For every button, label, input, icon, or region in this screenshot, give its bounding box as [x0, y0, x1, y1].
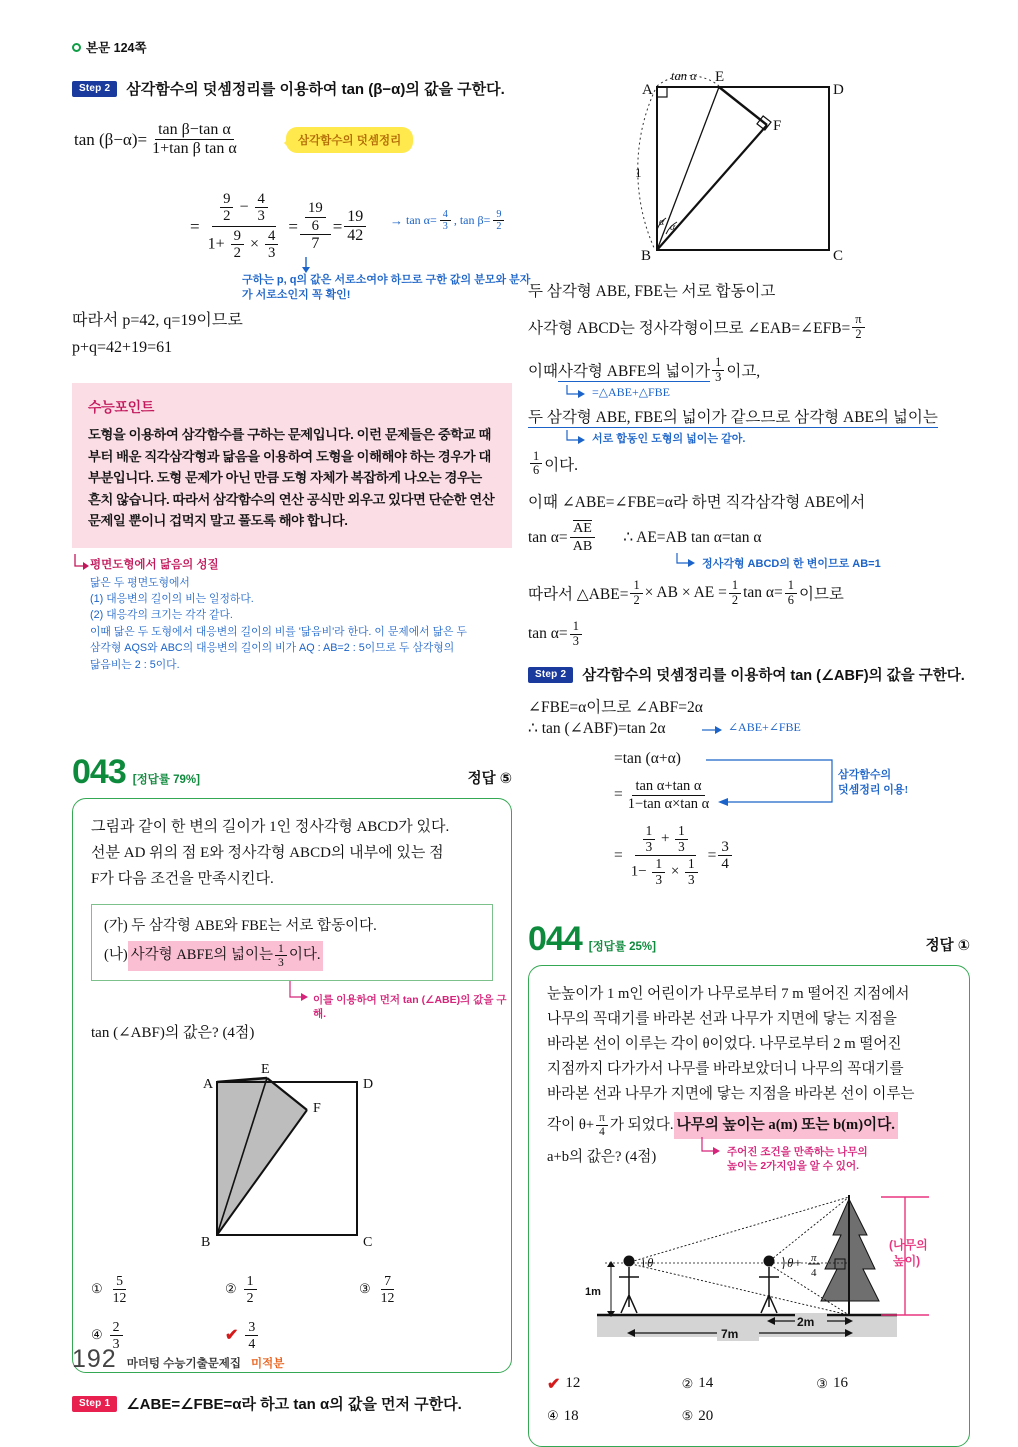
left-step1-heading	[72, 1393, 512, 1414]
mid-fraction: $\frac{\frac{19}{6}}{7}$	[300, 200, 331, 253]
problem-044-choices	[547, 1367, 951, 1432]
problem-043-header	[72, 753, 512, 792]
annotation-area-3	[528, 555, 970, 577]
similarity-note-lines: 닮은 두 평면도형에서 (1) 대응변의 길이의 비는 일정하다. (2) 대응각의 크기는 각각 같다. 이때 닮은 두 도형에서 대응변의 길이의 비를 '닮음비'라 한다. 이 문제에서 닮은 두 삼각형 AQS와 ABC의 대응변의 길이의 비가 AQ : AB=2 : 5이므로 두 삼각형의 닮음비는 2 : 5이다.	[90, 576, 467, 671]
svg-text:높이): 높이)	[893, 1253, 921, 1268]
problem-044-stem: 눈높이가 1 m인 어린이가 나무로부터 7 m 떨어진 지점에서 나무의 꼭대기를 바라본 선과 나무가 지면에 닿는 지점을 바라본 선이 이루는 각이 θ이었다. 나무로부터 2 m 떨어진 지점까지 다가가서 나무를 바라보았더니 나무의 꼭대기를 바라본 선과 나무가 지면에 닿는 지점을 바라본 선이 이루는 각이 θ+ $\frac{\pi}{4}$ 가 되었다. 나무의 높이는 a(m) 또는 b(m)이다.	[547, 982, 951, 1139]
step-badge: Step 1	[72, 1396, 117, 1412]
svg-text:D: D	[363, 1077, 374, 1093]
result-fraction: $\frac{19}{42}$	[344, 208, 366, 245]
svg-text:1: 1	[635, 165, 642, 180]
suneung-point-box	[72, 383, 512, 548]
choice-5[interactable]: ⑤ 20	[681, 1407, 714, 1424]
condition-b-highlight: 사각형 ABFE의 넓이는 $\frac{1}{3}$ 이다.	[128, 941, 324, 971]
svg-text:4: 4	[811, 1266, 817, 1279]
solution-line-2: 사각형 ABCD는 정사각형이므로 ∠EAB=∠EFB= $\frac{\pi}{2}$	[528, 313, 970, 342]
left-formula-2: = $\frac{9}{2}$ − $\frac{4}{3}$ 1+ $\frac{9}{2}$ × $\frac{4}{3}$ = $\frac{\frac{19}{6}}{7}$ = $\frac{19}{42}$ → tan α= $\frac{4}{3}$ , tan β= $\frac{9}{2}$	[72, 175, 512, 267]
source-reference	[72, 38, 512, 56]
left-formula-1	[72, 113, 512, 171]
solution-line-4: 두 삼각형 ABE, FBE의 넓이가 같으므로 삼각형 ABE의 넓이는	[528, 405, 938, 428]
page-footer	[72, 1345, 284, 1374]
svg-text:F: F	[773, 118, 782, 134]
problem-043-figure	[91, 1060, 493, 1260]
source-reference-label: 본문 124쪽	[86, 41, 147, 55]
svg-text:θ+: θ+	[787, 1254, 803, 1270]
suneung-point-body: 도형을 이용하여 삼각함수를 구하는 문제입니다. 이런 문제들은 중학교 때부터 배운 직각삼각형과 닮음을 이용하여 도형을 이해해야 하는 경우가 대부분입니다. 도형 문제가 아닌 만큼 도형 자체가 복잡하게 나오는 경우는 흔치 않습니다. 따라서 삼각함수의 연산 공식만 외우고 있다면 단순한 연산 문제일 뿐이니 겁먹지 말고 풀도록 해야 합니다.	[88, 427, 495, 529]
tree-height-diagram	[549, 1185, 949, 1357]
choice-4[interactable]: ④ $\frac{2}{3}$	[91, 1312, 225, 1358]
stem-highlight: 나무의 높이는 a(m) 또는 b(m)이다.	[674, 1112, 898, 1139]
problem-044-header	[528, 920, 970, 959]
choice-1[interactable]: ✔ 12	[547, 1375, 581, 1393]
annotation-area-2	[528, 430, 970, 454]
svg-text:7m: 7m	[721, 1326, 739, 1341]
problem-044-question: a+b의 값은? (4점)	[547, 1148, 657, 1165]
problem-044-card	[528, 965, 970, 1447]
problem-answer: 정답 ①	[925, 938, 970, 955]
annotation-coprime-wrap	[72, 267, 531, 307]
svg-text:B: B	[641, 248, 652, 264]
formula-lhs: tan (β−α)=	[74, 129, 148, 149]
annotation-use-hint: 이를 이용하여 먼저 tan (∠ABE)의 값을 구해.	[313, 993, 507, 1021]
left-step2-heading	[72, 78, 512, 99]
svg-text:C: C	[833, 248, 844, 264]
svg-text:tan α: tan α	[671, 69, 697, 83]
arrow-right-icon	[702, 722, 726, 738]
annotation-two-heights: 주어진 조건을 만족하는 나무의 높이는 2가지임을 알 수 있어.	[727, 1145, 868, 1173]
elbow-arrow-icon	[287, 981, 313, 1011]
condition-b: (나) 사각형 ABFE의 넓이는 $\frac{1}{3}$ 이다.	[104, 941, 480, 971]
check-mark-icon: ✔	[224, 1327, 239, 1345]
tan-sum-fraction: $\frac{\text{tan α+tan α}}{\text{1−tan α×tan α}}$	[627, 778, 710, 812]
check-mark-icon: ✔	[547, 1375, 561, 1393]
arrow-right-icon: →	[390, 213, 403, 229]
solution-line-9: tan α= $\frac{1}{3}$	[528, 620, 970, 649]
elbow-arrow-icon	[564, 385, 590, 403]
step-text: ∠ABE=∠FBE=α라 하고 tan α의 값을 먼저 구한다.	[126, 1396, 462, 1414]
svg-text:2m: 2m	[797, 1314, 815, 1329]
svg-text:E: E	[715, 69, 725, 85]
conclusion-line-1: 따라서 p=42, q=19이므로	[72, 312, 243, 329]
solution-line-6: 이때 ∠ABE=∠FBE=α라 하면 직각삼각형 ABE에서	[528, 494, 866, 512]
solution-line-8: 따라서 △ABE= $\frac{1}{2}$ × AB × AE = $\frac{1}{2}$ tan α= $\frac{1}{6}$ 이므로	[528, 577, 844, 607]
big-fraction: $\frac{9}{2}$ − $\frac{4}{3}$ 1+ $\frac{9}{2}$ × $\frac{4}{3}$	[202, 191, 287, 262]
svg-text:C: C	[363, 1235, 373, 1251]
step-text: 삼각함수의 덧셈정리를 이용하여 tan (β−α)의 값을 구한다.	[126, 81, 505, 98]
svg-text:F: F	[313, 1101, 321, 1117]
condition-a: (가) 두 삼각형 ABE와 FBE는 서로 합동이다.	[104, 918, 377, 935]
step-text: 삼각함수의 덧셈정리를 이용하여 tan (∠ABF)의 값을 구한다.	[582, 668, 965, 685]
choice-5[interactable]: ✔ $\frac{3}{4}$	[225, 1312, 359, 1358]
page-number: 192	[72, 1345, 117, 1373]
annotation-angle-sum: ∠ABE+∠FBE	[728, 720, 801, 735]
annotation-coprime: 구하는 p, q의 값은 서로소여야 하므로 구한 값의 분모와 분자가 서로소인지 꼭 확인!	[242, 274, 531, 301]
elbow-arrow-icon	[699, 1137, 725, 1167]
suneung-point-title: 수능포인트	[88, 399, 155, 415]
solution-line-13: = $\frac{\text{tan α+tan α}}{\text{1−tan α×tan α}}$	[614, 778, 970, 811]
elbow-arrow-icon	[674, 553, 700, 573]
choice-1[interactable]: ① $\frac{5}{12}$	[91, 1273, 127, 1305]
problem-044-figure	[547, 1185, 951, 1357]
annotation-congruent-area: 서로 합동인 도형의 넓이는 같아.	[592, 432, 746, 445]
annotation-tan-values: → tan α= $\frac{4}{3}$ , tan β= $\frac{9}{2}$	[390, 209, 506, 233]
solution-line-7: tan α= $\frac{AE}{AB}$ ∴ AE=AB tan α=tan α	[528, 520, 762, 555]
problem-043-question: tan (∠ABF)의 값은? (4점)	[91, 1024, 255, 1041]
problem-043-conditions	[91, 904, 493, 980]
problem-043-stem: 그림과 같이 한 변의 길이가 1인 정사각형 ABCD가 있다. 선분 AD 위의 점 E와 정사각형 ABCD의 내부에 있는 점 F가 다음 조건을 만족시킨다.	[91, 819, 450, 887]
formula-fraction: $\frac{\text{tan β−tan α}}{\text{1+tan β tan α}}$	[152, 121, 237, 157]
annotation-area-1	[528, 385, 970, 405]
numeric-fraction: $\frac{1}{3}$ + $\frac{1}{3}$ 1− $\frac{1}{3}$ × $\frac{1}{3}$	[625, 824, 706, 888]
annotation-sum-of-triangles: =△ABE+△FBE	[592, 384, 670, 399]
problem-number: 043	[72, 753, 126, 792]
problem-044-stem-last: 각이 θ+ $\frac{\pi}{4}$ 가 되었다. 나무의 높이는 a(m) 또는 b(m)이다.	[547, 1112, 951, 1139]
problem-043-annotation-wrap	[91, 987, 507, 1029]
solution-line-1: 두 삼각형 ABE, FBE는 서로 합동이고	[528, 283, 776, 300]
svg-text:θ: θ	[647, 1254, 654, 1270]
similarity-note-title: 평면도형에서 닮음의 성질	[90, 558, 219, 571]
bullet-dot-icon	[72, 43, 81, 52]
choice-3[interactable]: ③ 16	[816, 1375, 848, 1392]
square-abcd-diagram	[177, 1060, 407, 1260]
annotation-addition-theorem: 삼각함수의 덧셈정리 이용!	[838, 769, 909, 797]
left-column	[72, 38, 531, 1414]
svg-text:D: D	[833, 82, 844, 98]
square-abcd-solution-diagram	[619, 62, 879, 267]
svg-text:A: A	[203, 1077, 214, 1093]
svg-text:E: E	[261, 1062, 270, 1078]
problem-number: 044	[528, 920, 582, 959]
svg-text:(나무의: (나무의	[889, 1237, 928, 1252]
svg-text:π: π	[811, 1251, 817, 1264]
svg-text:α: α	[670, 222, 676, 233]
choice-4[interactable]: ④ 18	[547, 1407, 579, 1424]
problem-043-card	[72, 798, 512, 1373]
right-step2-heading	[528, 664, 970, 685]
solution-line-7-rhs: ∴ AE=AB tan α=tan α	[623, 529, 762, 547]
problem-044-annotation-wrap	[547, 1139, 951, 1183]
elbow-arrow-icon	[564, 430, 590, 450]
solution-line-14: = $\frac{1}{3}$ + $\frac{1}{3}$ 1− $\frac{1}{3}$ × $\frac{1}{3}$ = $\frac{3}{4}$	[614, 824, 970, 888]
choice-3[interactable]: ③ $\frac{7}{12}$	[358, 1273, 395, 1305]
step-badge: Step 2	[72, 81, 117, 97]
bracket-connector-icon	[706, 758, 856, 824]
solution-line-12: =tan (α+α) 삼각함수의 덧셈정리 이용!	[614, 750, 970, 768]
svg-text:B: B	[201, 1235, 211, 1251]
problem-correct-rate: [정답률 25%]	[588, 941, 656, 954]
right-column	[528, 62, 970, 1447]
step-badge: Step 2	[528, 667, 573, 683]
annotation-side-length: 정사각형 ABCD의 한 변이므로 AB=1	[702, 557, 881, 570]
problem-answer: 정답 ⑤	[467, 771, 512, 788]
solution-line-5: $\frac{1}{6}$ 이다.	[528, 450, 970, 479]
solution-line-3: 이때 사각형 ABFE의 넓이가 $\frac{1}{3}$ 이고,	[528, 354, 761, 384]
svg-text:A: A	[642, 82, 653, 98]
choice-2[interactable]: ② 14	[681, 1375, 714, 1392]
solution-line-10: ∠FBE=α이므로 ∠ABF=2α	[528, 699, 703, 717]
conclusion-line-2: p+q=42+19=61	[72, 339, 173, 356]
svg-text:α: α	[659, 217, 665, 228]
book-title: 마더텅 수능기출문제집	[126, 1358, 242, 1370]
solution-figure-043	[528, 62, 970, 267]
similarity-note	[72, 556, 512, 673]
eq-sign: =	[190, 216, 200, 236]
choice-2[interactable]: ② $\frac{1}{2}$	[225, 1266, 359, 1312]
elbow-arrow-icon	[72, 554, 90, 578]
book-subject: 미적분	[251, 1358, 285, 1370]
choice-spacer	[816, 1401, 951, 1432]
underlined-phrase: 사각형 ABFE의 넓이가	[558, 359, 710, 382]
callout-addition-theorem: 삼각함수의 덧셈정리	[286, 127, 413, 153]
ae-over-ab-fraction: $\frac{AE}{AB}$	[570, 520, 596, 555]
solution-line-11: ∴ tan (∠ABF)=tan 2α ∠ABE+∠FBE	[528, 720, 801, 738]
svg-text:1m: 1m	[585, 1285, 601, 1298]
problem-correct-rate: [정답률 79%]	[132, 774, 200, 787]
choice-spacer	[359, 1312, 493, 1358]
